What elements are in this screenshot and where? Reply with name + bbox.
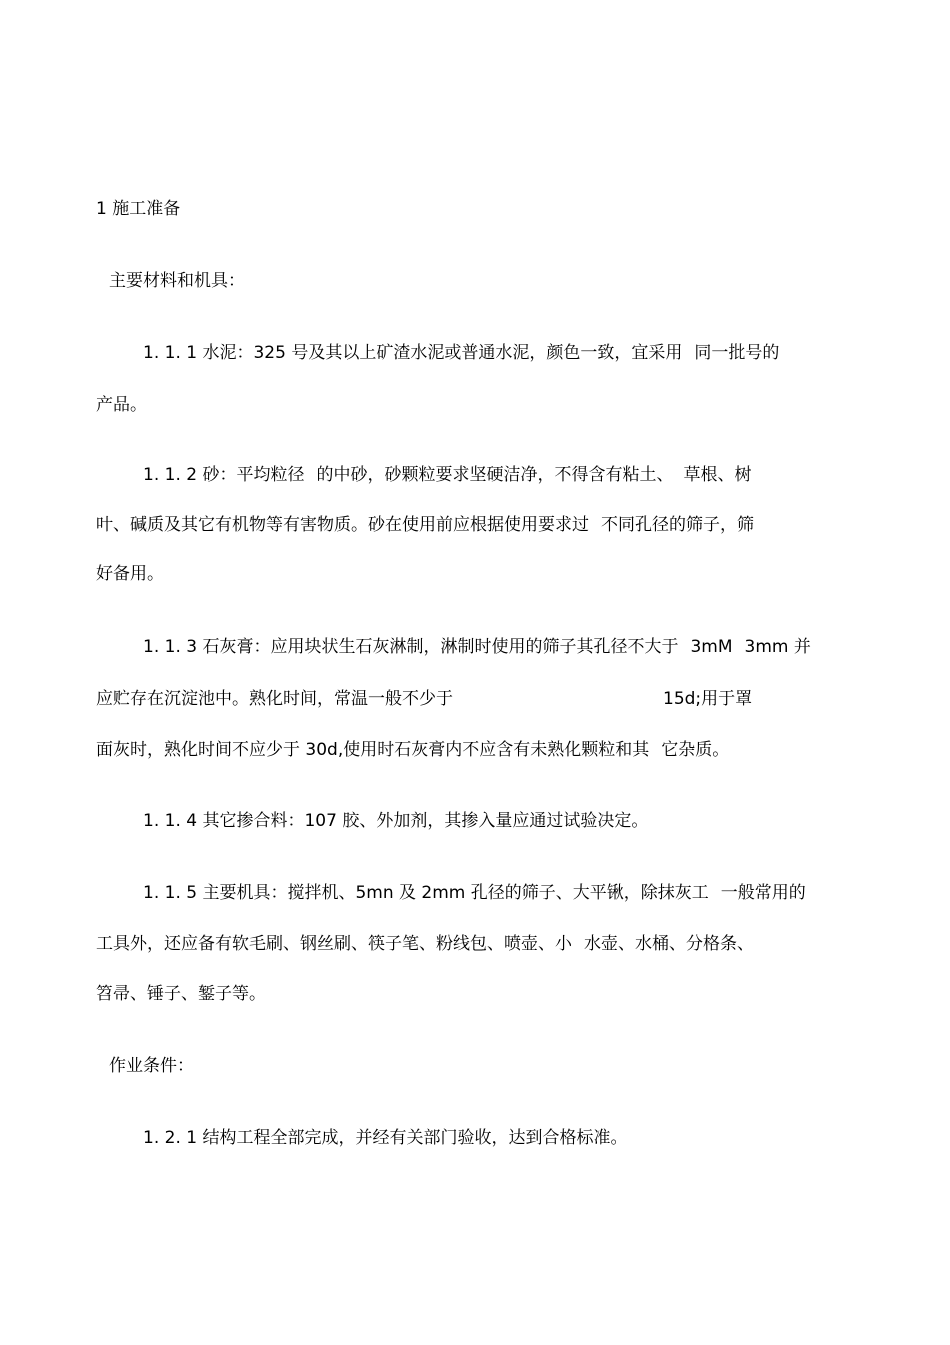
text-segment: 不同孔径的筛子，筛 bbox=[601, 515, 754, 535]
text-segment: 1. 1. 3 石灰膏：应用块状生石灰淋制，淋制时使用的筛子其孔径不大于 bbox=[143, 637, 679, 657]
paragraph-1-1-4-line-1: 1. 1. 4 其它掺合料：107 胶、外加剂，其掺入量应通过试验决定。 bbox=[143, 811, 649, 831]
conditions-heading: 作业条件： bbox=[109, 1056, 194, 1076]
section-title: 1 施工准备 bbox=[96, 199, 181, 219]
text-segment: 同一批号的 bbox=[694, 343, 780, 363]
text-segment: 它杂质。 bbox=[661, 740, 730, 760]
text-segment: 工具外，还应备有软毛刷、钢丝刷、筷子笔、粉线包、喷壶、小 bbox=[96, 934, 572, 954]
text-segment: 1. 1. 1 水泥：325 号及其以上矿渣水泥或普通水泥，颜色一致，宜采用 bbox=[143, 343, 683, 363]
paragraph-1-1-3-line-3 bbox=[96, 739, 729, 761]
text-segment: 1. 1. 5 主要机具：搅拌机、5mn 及 2mm 孔径的筛子、大平锹，除抹灰工 bbox=[143, 883, 709, 903]
paragraph-1-1-1-line-2: 产品。 bbox=[96, 395, 147, 415]
paragraph-1-1-3-line-2 bbox=[96, 688, 752, 710]
paragraph-1-1-2-line-3: 好备用。 bbox=[96, 564, 164, 584]
text-segment: 15d;用于罩 bbox=[663, 689, 753, 709]
text-segment: 面灰时，熟化时间不应少于 30d,使用时石灰膏内不应含有未熟化颗粒和其 bbox=[96, 740, 650, 760]
text-segment: 水壶、水桶、分格条、 bbox=[584, 934, 754, 954]
text-segment: 应贮存在沉淀池中。熟化时间，常温一般不少于 bbox=[96, 689, 453, 709]
paragraph-1-1-5-line-3: 笤帚、锤子、錾子等。 bbox=[96, 984, 266, 1004]
text-segment: 3mM bbox=[690, 637, 733, 657]
materials-heading: 主要材料和机具： bbox=[109, 271, 245, 291]
paragraph-1-1-1-line-1 bbox=[143, 342, 779, 364]
paragraph-1-2-1-line-1: 1. 2. 1 结构工程全部完成，并经有关部门验收，达到合格标准。 bbox=[143, 1128, 628, 1148]
paragraph-1-1-3-line-1 bbox=[143, 636, 811, 658]
text-segment: 3mm 并 bbox=[744, 637, 811, 657]
text-segment: 1. 1. 2 砂：平均粒径 bbox=[143, 465, 305, 485]
paragraph-1-1-5-line-2 bbox=[96, 933, 754, 955]
text-segment: 叶、碱质及其它有机物等有害物质。砂在使用前应根据使用要求过 bbox=[96, 515, 589, 535]
paragraph-1-1-2-line-1 bbox=[143, 464, 751, 486]
text-segment: 一般常用的 bbox=[720, 883, 806, 903]
paragraph-1-1-2-line-2 bbox=[96, 514, 754, 536]
text-segment: 草根、树 bbox=[683, 465, 752, 485]
text-segment: 的中砂，砂颗粒要求坚硬洁净，不得含有粘土、 bbox=[316, 465, 674, 485]
paragraph-1-1-5-line-1 bbox=[143, 882, 806, 904]
